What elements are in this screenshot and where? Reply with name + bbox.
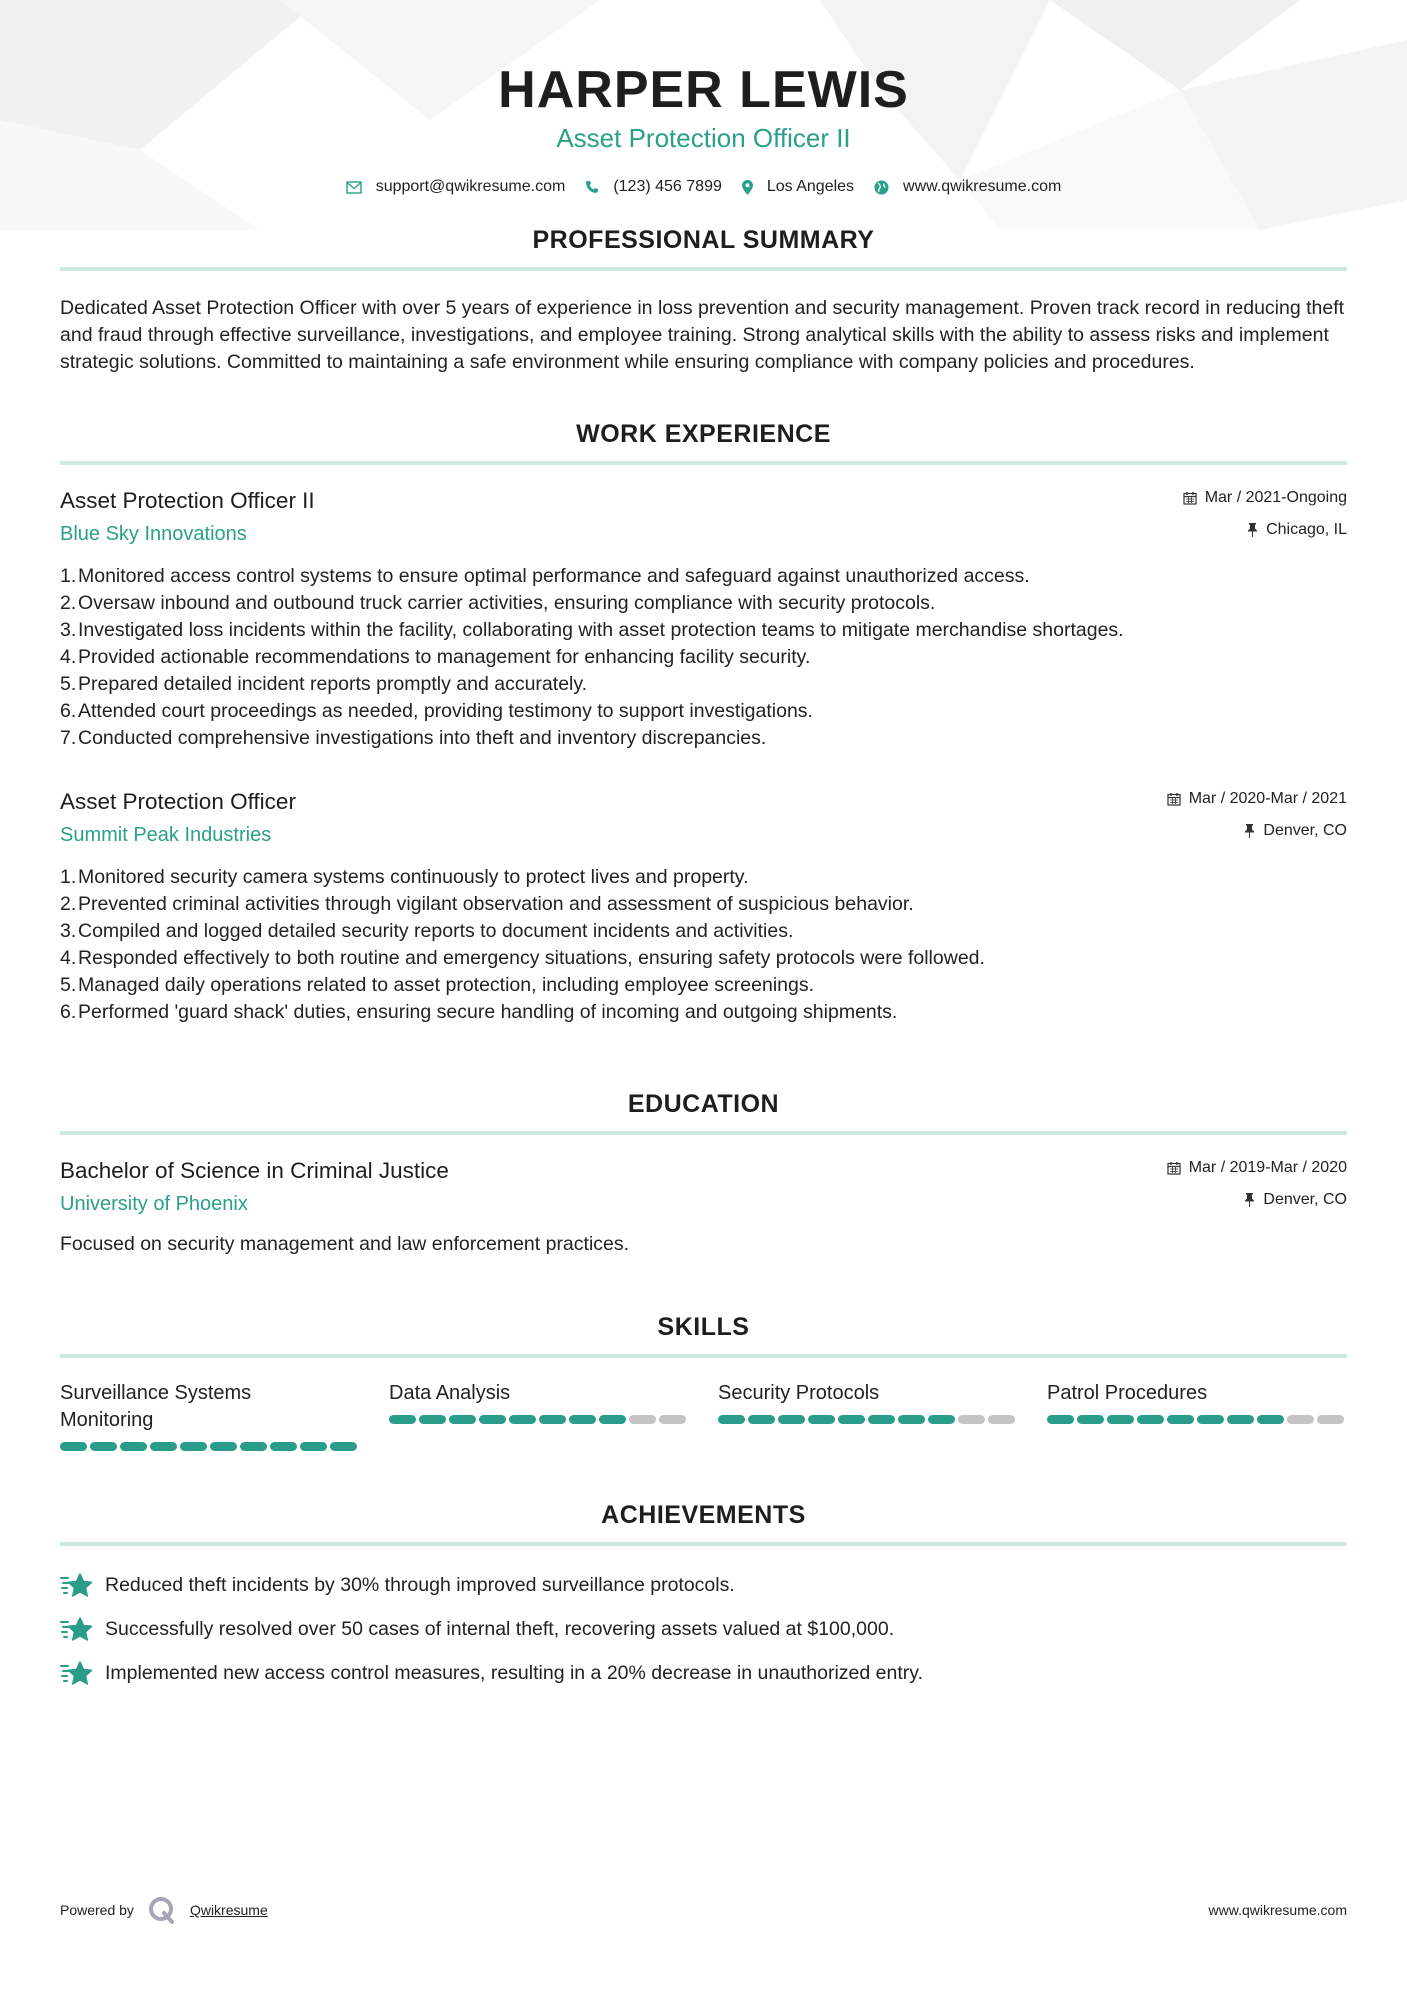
rating-dot-filled [928,1415,955,1424]
bullet-item: 2. Prevented criminal activities through vigilant observation and assessment of suspicious behavior. [60,893,914,915]
skill-rating [60,1442,360,1451]
bullet-item: 1. Monitored security camera systems continuously to protect lives and property. [60,866,749,888]
rating-dot-filled [1047,1415,1074,1424]
pushpin-icon [1244,824,1255,838]
skill-rating [389,1415,689,1424]
phone-text: (123) 456 7899 [613,178,722,195]
rating-dot-filled [1257,1415,1284,1424]
rating-dot-filled [838,1415,865,1424]
skill-name: Patrol Procedures [1047,1382,1208,1404]
bullet-item: 5. Prepared detailed incident reports promptly and accurately. [60,673,588,695]
job-company: Blue Sky Innovations [60,523,247,545]
education-entry [60,1157,1347,1257]
rating-dot-filled [60,1442,87,1451]
rating-dot-filled [808,1415,835,1424]
page-footer [60,1896,1347,1924]
job-location: Chicago, IL [1183,519,1347,541]
rating-dot-filled [120,1442,147,1451]
rating-dot-filled [330,1442,357,1451]
bullet-item: 3. Compiled and logged detailed security reports to document incidents and activities. [60,920,794,942]
bullet-item: 6. Performed 'guard shack' duties, ensuring secure handling of incoming and outgoing shipments. [60,1001,898,1023]
rating-dot-empty [659,1415,686,1424]
rating-dot-filled [1077,1415,1104,1424]
calendar-icon [1167,1161,1181,1175]
calendar-icon [1183,491,1197,505]
website-text: www.qwikresume.com [903,178,1062,195]
contact-website[interactable] [874,178,1061,196]
rating-dot-filled [270,1442,297,1451]
bullet-item: 6. Attended court proceedings as needed, providing testimony to support investigations. [60,700,813,722]
skills-section [60,1313,1347,1451]
bullet-item: 2. Oversaw inbound and outbound truck carrier activities, ensuring compliance with security protocols. [60,592,936,614]
section-heading: EDUCATION [627,1090,780,1118]
envelope-icon [346,181,362,194]
rating-dot-filled [389,1415,416,1424]
section-divider [60,1542,1347,1546]
summary-section [60,226,1347,376]
rating-dot-empty [1287,1415,1314,1424]
powered-by [60,1896,268,1924]
bullet-item: 1. Monitored access control systems to ensure optimal performance and safeguard against unauthorized access. [60,565,1030,587]
job-entry [60,487,1347,752]
rating-dot-filled [509,1415,536,1424]
skill-rating [718,1415,1018,1424]
job-title: Asset Protection Officer [60,789,296,814]
section-divider [60,267,1347,271]
skill-name: Data Analysis [389,1382,511,1404]
school-name: University of Phoenix [60,1193,248,1215]
job-company: Summit Peak Industries [60,824,272,846]
degree-title: Bachelor of Science in Criminal Justice [60,1158,449,1183]
rating-dot-filled [449,1415,476,1424]
rating-dot-filled [1137,1415,1164,1424]
phone-icon [585,180,599,194]
rating-dot-filled [1167,1415,1194,1424]
rating-dot-filled [898,1415,925,1424]
job-title: Asset Protection Officer II [60,488,315,513]
achievements-section [60,1501,1347,1686]
candidate-name: HARPER LEWIS [498,61,909,119]
skill-item [389,1380,689,1451]
bullet-item: 3. Investigated loss incidents within the facility, collaborating with asset protection teams to mitigate merchandise shortages. [60,619,1124,641]
pushpin-icon [1244,1193,1255,1207]
education-location: Denver, CO [1167,1189,1347,1211]
job-dates: Mar / 2021-Ongoing [1183,487,1347,509]
rating-dot-empty [958,1415,985,1424]
contact-location [742,178,854,196]
job-dates: Mar / 2020-Mar / 2021 [1167,788,1347,810]
contact-bar [60,178,1347,196]
rating-dot-filled [300,1442,327,1451]
job-bullets [60,864,1347,1026]
shooting-star-icon [60,1572,93,1598]
skill-item [718,1380,1018,1451]
job-bullets [60,563,1347,752]
pushpin-icon [1247,523,1258,537]
education-dates: Mar / 2019-Mar / 2020 [1167,1157,1347,1179]
map-pin-icon [742,180,753,195]
job-entry [60,788,1347,1026]
rating-dot-filled [1227,1415,1254,1424]
contact-phone[interactable] [585,178,722,196]
rating-dot-filled [240,1442,267,1451]
rating-dot-filled [1107,1415,1134,1424]
education-section [60,1090,1347,1257]
globe-icon [874,180,889,195]
footer-website[interactable]: www.qwikresume.com [1208,1902,1347,1918]
rating-dot-filled [868,1415,895,1424]
section-heading: SKILLS [657,1313,750,1341]
contact-email[interactable] [346,178,566,196]
skills-grid [60,1380,1347,1451]
shooting-star-icon [60,1660,93,1686]
achievements-list [60,1572,1347,1686]
qwikresume-link[interactable]: Qwikresume [189,1902,268,1918]
powered-by-label: Powered by [60,1902,134,1918]
rating-dot-filled [569,1415,596,1424]
rating-dot-empty [988,1415,1015,1424]
section-heading: ACHIEVEMENTS [601,1501,806,1529]
calendar-icon [1167,792,1181,806]
rating-dot-empty [629,1415,656,1424]
achievement-item: Implemented new access control measures, resulting in a 20% decrease in unauthorized entry. [60,1660,1347,1686]
section-divider [60,1131,1347,1135]
rating-dot-filled [1197,1415,1224,1424]
bullet-item: 4. Responded effectively to both routine and emergency situations, ensuring safety protocols were followed. [60,947,985,969]
rating-dot-filled [479,1415,506,1424]
rating-dot-filled [419,1415,446,1424]
rating-dot-filled [150,1442,177,1451]
section-heading: WORK EXPERIENCE [576,420,831,448]
rating-dot-filled [778,1415,805,1424]
resume-header [60,0,1347,196]
achievement-item: Successfully resolved over 50 cases of internal theft, recovering assets valued at $100,000. [60,1616,1347,1642]
location-text: Los Angeles [766,178,855,195]
skill-name: Surveillance Systems Monitoring [60,1382,252,1431]
rating-dot-filled [210,1442,237,1451]
skill-item [60,1380,360,1451]
rating-dot-filled [539,1415,566,1424]
email-text: support@qwikresume.com [375,178,566,195]
rating-dot-filled [90,1442,117,1451]
job-location: Denver, CO [1167,820,1347,842]
skill-rating [1047,1415,1347,1424]
skill-item [1047,1380,1347,1451]
rating-dot-filled [748,1415,775,1424]
skill-name: Security Protocols [718,1382,880,1404]
rating-dot-filled [180,1442,207,1451]
bullet-item: 7. Conducted comprehensive investigations into theft and inventory discrepancies. [60,727,767,749]
achievement-item: Reduced theft incidents by 30% through improved surveillance protocols. [60,1572,1347,1598]
bullet-item: 5. Managed daily operations related to asset protection, including employee screenings. [60,974,815,996]
education-description: Focused on security management and law enforcement practices. [60,1233,630,1255]
rating-dot-filled [599,1415,626,1424]
bullet-item: 4. Provided actionable recommendations to management for enhancing facility security. [60,646,811,668]
section-divider [60,1354,1347,1358]
section-divider [60,461,1347,465]
rating-dot-filled [718,1415,745,1424]
experience-section [60,420,1347,1026]
section-heading: PROFESSIONAL SUMMARY [532,226,875,254]
qwikresume-logo-icon [148,1896,176,1924]
candidate-title: Asset Protection Officer II [556,123,851,153]
summary-text: Dedicated Asset Protection Officer with over 5 years of experience in loss prevention and security management. Proven track record in reducing theft and fraud through effective surveillance, investigations, and employee training. Strong analytical skills with the ability to assess risks and implement strategic solutions. Committed to maintaining a safe environment while ensuring compliance with company policies and procedures. [60,297,1345,373]
shooting-star-icon [60,1616,93,1642]
rating-dot-empty [1317,1415,1344,1424]
